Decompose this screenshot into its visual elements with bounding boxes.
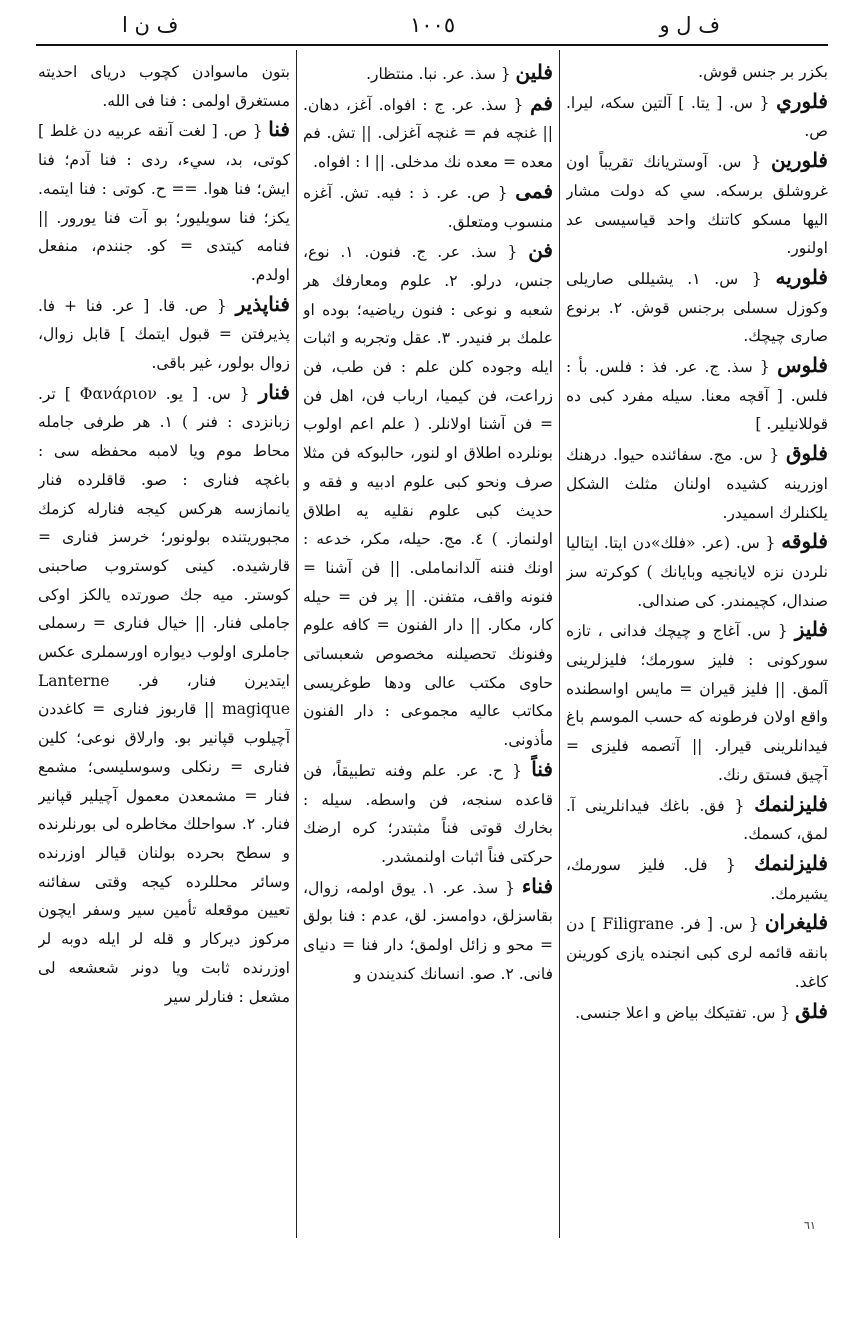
entry-headword: فلق (795, 998, 828, 1023)
dictionary-entry (38, 58, 290, 115)
page-header (40, 10, 830, 44)
dictionary-entry (303, 89, 553, 177)
dictionary-entry (38, 290, 290, 378)
entry-definition: { سذ. عر. ١. يوق اولمه، زوال، بقاسزلق، دوامسز. لق، عدم : فنا بولق = محو و زائل اولمق؛ دار فنا = دنياى فانى. ٢. صو. انسانك كنديندن و (303, 878, 553, 983)
entry-definition: { فل. فليز سورمك، يشيرمك. (566, 855, 828, 903)
entry-headword: فنار (258, 379, 290, 404)
folio-mark: ٦١ (804, 1219, 816, 1232)
dictionary-entry (566, 87, 828, 146)
entry-headword: فن (528, 238, 553, 263)
entry-definition: { س. مج. سفائنده حيوا. درهنك اوزرينه كشيده اولنان مثلث الشكل يلكنلرك اسميدر. (566, 446, 828, 522)
dictionary-entry (566, 146, 828, 263)
entry-headword: فليغران (764, 910, 828, 935)
entry-definition: { ح. عر. علم وفنه تطبيقاً، فن قاعده سنجه، فن واسطه. سيله : بخارك قوتى فناً مثبتدر؛ كره ارضك حركتى فناً اثبات اولنمشدر. (303, 761, 553, 866)
dictionary-entry (566, 615, 828, 789)
entry-headword: فناپذير (235, 291, 290, 316)
dictionary-entry (566, 908, 828, 996)
dictionary-entry (303, 177, 553, 236)
dictionary-entry (566, 849, 828, 908)
entry-definition: { سذ. ج. عر. فذ : فلس. بأ : فلس. [ آقچه معنا. سيله مفرد كبى ده قوللانيلير. ] (566, 358, 828, 434)
header-guideword-right: ف ل و (659, 13, 720, 37)
dictionary-entry (303, 58, 553, 89)
entry-definition: { ص. [ لغت آنقه عربيه دن غلط ] كوتى، بد، سيء، ردى : فنا آدم؛ فنا ايش؛ فنا هوا. == ح. كوتى : فنا ايتمه. يكز؛ فنا سويليور؛ بو آت فنا يورور. || فنامه كيتدى = كو. جنندم، منفعل اولدم. (38, 122, 290, 284)
dictionary-entry (566, 790, 828, 849)
dictionary-entry (566, 527, 828, 615)
entry-headword: فلوس (777, 353, 828, 378)
entry-headword: فلوريه (775, 264, 828, 289)
header-guideword-left: ف ن ا (122, 13, 179, 37)
entry-definition: { س. [ يو. Φανάριον ] تر. زبانزدى : فنر ) ١. هر طرفى جامله محاط موم ويا لامبه محفظه سى : باغچه فنارى : صو. قاقلرده فنار يانمازسه هركس كيجه فنارله كزمك مجبوريتنده بولونور؛ خرسز فنارى = قارشيده. كينى كوستروب صاحبنى كوستر. ميه جك صورتده يالكز اوكى جاملى فنار. || خيال فنارى = رسملى جاملرى اولوب ديواره اورسملرى عكس ايتديرن فنار، فر. Lanterne magique || قاربوز فنارى = كاغددن آچيلوب قپانير بو. وارلاق نوعى؛ كلين فنارى = رنكلى وسوسليسى؛ مشمع فنار = مشمعدن معمول آچيلير قپانير فنار. ٢. سواحلك مخاطره لى بورنلرنده و سطح بحرده بولنان قيالر اوزرنده وسائر محللرده كيجه وقتى سفائنه تعيين موقعله تأمين سير وسفر ايچون مركوز ديركار و قله لر ايله دوبه لر اوزرنده ثابت ويا دونر شعشعه لى مشعل : فنارلر سير (38, 384, 290, 1006)
column-right (566, 58, 828, 1238)
column-divider-left (296, 50, 297, 1238)
column-divider-right (559, 50, 560, 1238)
entry-headword: فليز (794, 617, 828, 642)
entry-definition: { س. [ يتا. ] آلتين سكه، ليرا. ص. (566, 93, 828, 141)
entry-definition: بتون ماسوادن كچوب دريای احديته مستغرق اولمى : فنا فى الله. (38, 63, 290, 110)
entry-headword: فم (530, 90, 553, 115)
entry-definition: { س. ١. يشيللى صاريلى وكوزل سسلى برجنس قوش. ٢. برنوع صارى چيچك. (566, 269, 828, 346)
dictionary-entry (566, 263, 828, 351)
entry-headword: فلوقه (781, 529, 828, 554)
entry-headword: فمى (515, 178, 553, 203)
entry-headword: فلين (515, 60, 553, 84)
entry-definition: بكزر بر جنس قوش. (698, 63, 828, 81)
dictionary-entry (566, 439, 828, 527)
dictionary-entry (566, 351, 828, 439)
entry-headword: فنا (268, 117, 290, 142)
entry-definition: { س. تفتيكك بياض و اعلا جنسى. (575, 1003, 791, 1022)
entry-definition: { فق. باغك فيدانلرينى آ. لمق، كسمك. (566, 796, 828, 844)
entry-definition: { س. آوستريانك تقريباً اون غروشلق برسكه. سي كه دولت مشار اليها مسكو كاتنك واحد قياسيسى عد اولنور. (566, 153, 828, 258)
entry-headword: فناء (521, 873, 553, 898)
dictionary-entry (566, 997, 828, 1028)
entry-definition: { سذ. عر. نبا. منتظار. (366, 65, 511, 83)
entry-definition: { س. (عر. «فلك»دن ايتا. ايتاليا نلردن نزه لايانجيه وبايانك ) كوكرته سز صندال، كچيمندر. كى صندالى. (566, 534, 828, 610)
entry-definition: { س. آغاج و چيچك فدانى ، تازه سوركونى : فليز سورمك؛ فليزلرينى آلمق. || فليز قيران = مايس اواسطنده واقع اولان فرطونه كه حسب الموسم باغ فيدانلرينى قيرار. || آتصمه فليزى = آچيق فستق رنك. (566, 622, 828, 784)
dictionary-entry (303, 755, 553, 872)
entry-definition: { ص. قا. [ عر. فنا + فا. پذيرفتن = قبول ايتمك ] قابل زوال، زوال بولور، غير باقى. (38, 296, 290, 373)
page-number: ١٠٠٥ (410, 13, 456, 37)
entry-definition: { ص. عر. ذ : فيه. تش. آغزه منسوب ومتعلق. (303, 183, 553, 231)
column-middle (303, 58, 553, 1238)
dictionary-entry (303, 872, 553, 989)
dictionary-entry (38, 115, 290, 289)
entry-definition: { سذ. عر. ج. فنون. ١. نوع، جنس، درلو. ٢. علوم ومعارفك هر شعبه و نوعى : فنون رياضيه؛ بوده او علمك بر فنيدر. ٣. عقل وتجربه و اثبات ايله وجوده كلن علم : فن طب، فن زراعت، فن كيميا، ارباب فن، اهل فن = فن آشنا اولانلر. ( علم اعم اولوب بونلرده اطلاق او لنور، حالبوكه فن مثلا صرف ونحو كبى علوم ادبيه و فقه و حديث كبى علوم نقليه يه اطلاق اولنماز. ) ٤. مج. حيله، مكر، خدعه : اونك فننه آلدانماملى. || فن آشنا = فنونه واقف، متفنن. || پر فن = حيله كار، مكار. || دار الفنون = كافه علوم وفنونك تحصيلنه مخصوص شعبساتى حاوى مكتب عالى ودها طوغريسى مكاتب عاليه مجموعى : دار الفنون مأذونى. (303, 243, 553, 750)
entry-definition: { س. [ فر. Filigrane ] دن بانقه قائمه لرى كبى انجنده يازى كورينن كاغد. (566, 915, 828, 991)
dictionary-entry (303, 236, 553, 755)
entry-headword: فليزلنمك (754, 850, 828, 875)
entry-headword: فلورين (771, 148, 828, 173)
entry-headword: فلوري (776, 88, 828, 113)
column-left (38, 58, 290, 1238)
entry-definition: { سذ. عر. ج : افواه. آغز، دهان. || غنچه فم = غنچه آغزلى. || تش. فم معده = معده نك مدخلى. || ا : افواه. (303, 95, 553, 172)
entry-headword: فلوق (785, 441, 828, 466)
entry-headword: فليزلنمك (754, 791, 828, 816)
header-rule (36, 44, 828, 46)
entry-headword: فناً (531, 756, 553, 781)
dictionary-entry (566, 58, 828, 87)
dictionary-entry (38, 378, 290, 1011)
